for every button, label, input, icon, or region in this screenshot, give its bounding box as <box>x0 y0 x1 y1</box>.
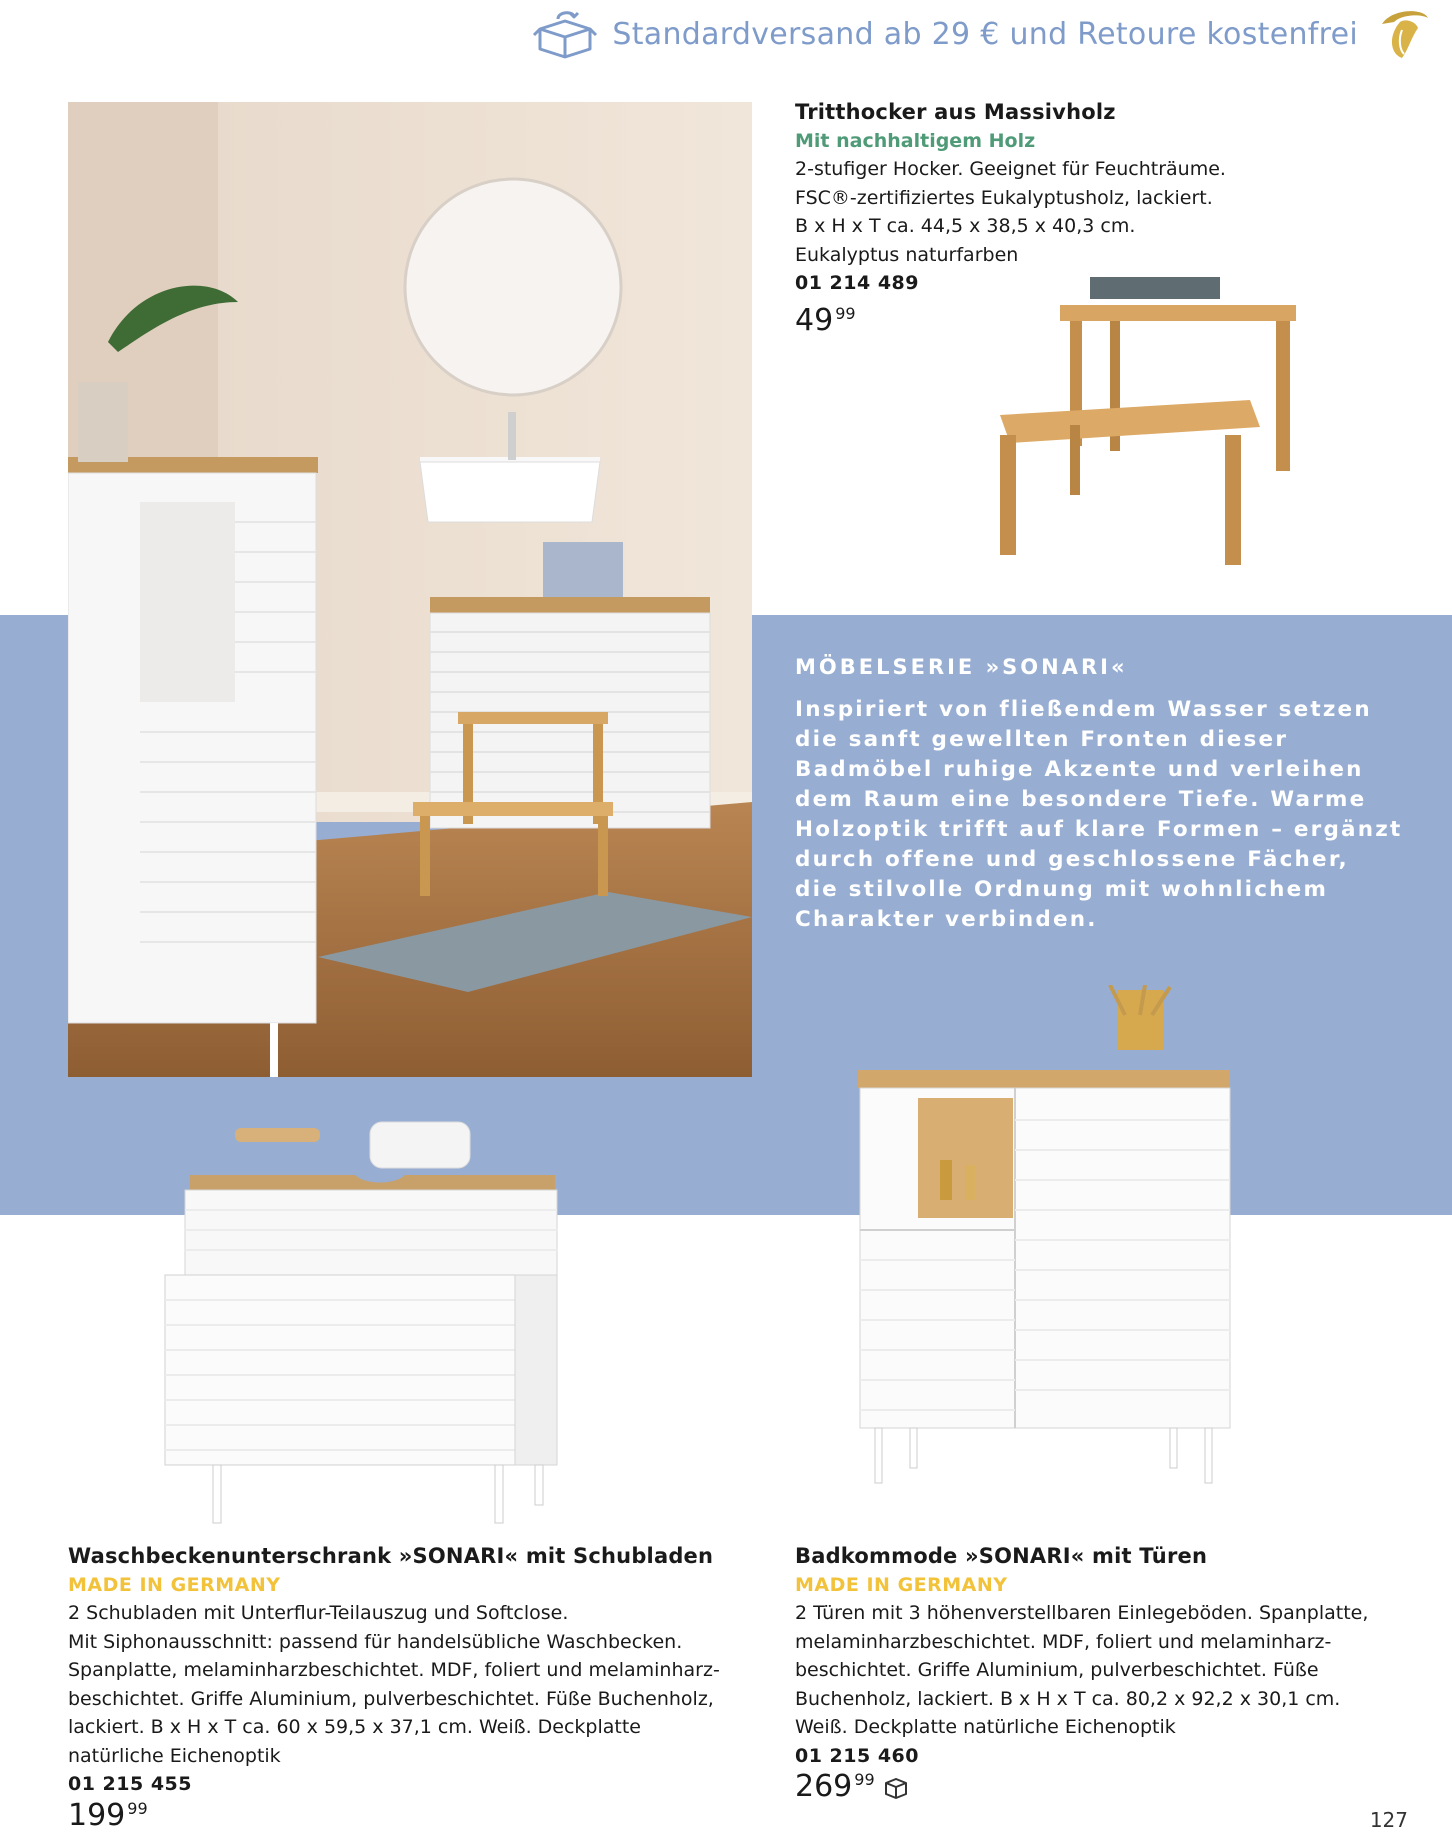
header-bar <box>532 6 1432 62</box>
price <box>795 304 1355 338</box>
product-desc-line: melaminharzbeschichtet. MDF, foliert und melaminharz- <box>795 1630 1332 1653</box>
product-desc-line: B x H x T ca. 44,5 x 38,5 x 40,3 cm. <box>795 215 1136 237</box>
sink-cabinet-product-info <box>68 1542 720 1833</box>
product-desc-line: lackiert. B x H x T ca. 60 x 59,5 x 37,1 cm. Weiß. Deckplatte <box>68 1716 641 1738</box>
commode-product-info <box>795 1542 1395 1804</box>
article-number: 01 214 489 <box>795 272 919 294</box>
sink-cabinet-image <box>155 1120 575 1530</box>
article-number: 01 215 460 <box>795 1744 919 1767</box>
price <box>795 1770 1395 1804</box>
product-subtitle: Mit nachhaltigem Holz <box>795 129 1036 152</box>
product-desc-line: FSC®-zertifiziertes Eukalyptusholz, lackiert. <box>795 186 1213 209</box>
series-description <box>795 655 1415 935</box>
bath-commode-image <box>840 985 1240 1515</box>
product-desc-line: Spanplatte, melaminharzbeschichtet. MDF, foliert und melaminharz- <box>68 1659 720 1681</box>
product-desc-line: Mit Siphonausschnitt: passend für handelsübliche Waschbecken. <box>68 1630 683 1653</box>
product-desc-line: 2-stufiger Hocker. Geeignet für Feuchträume. <box>795 158 1226 180</box>
price <box>68 1799 708 1833</box>
product-title: Tritthocker aus Massivholz <box>795 100 1116 124</box>
product-desc-line: 2 Schubladen mit Unterflur-Teilauszug und Softclose. <box>68 1602 569 1624</box>
series-title: MÖBELSERIE »SONARI« <box>795 655 1128 679</box>
article-number: 01 215 455 <box>68 1773 192 1795</box>
price-euro: 49 <box>795 302 834 338</box>
price-cents: 99 <box>854 1770 875 1789</box>
product-desc-line: beschichtet. Griffe Aluminium, pulverbeschichtet. Füße <box>795 1659 1319 1681</box>
product-desc-line: Buchenholz, lackiert. B x H x T ca. 80,2 x 92,2 x 30,1 cm. <box>795 1687 1341 1710</box>
bathroom-scene-photo <box>68 102 752 1077</box>
series-line: durch offene und geschlossene Fächer, <box>795 847 1349 872</box>
series-line: Inspiriert von fließendem Wasser setzen <box>795 697 1372 722</box>
product-desc-line: Weiß. Deckplatte natürliche Eichenoptik <box>795 1716 1176 1738</box>
price-euro: 269 <box>795 1769 853 1804</box>
product-desc-line: 2 Türen mit 3 höhenverstellbaren Einlegeböden. Spanplatte, <box>795 1602 1369 1624</box>
price-euro: 199 <box>68 1797 126 1833</box>
shipping-banner-text: Standardversand ab 29 € und Retoure kostenfrei <box>612 16 1358 52</box>
stool-product-info <box>795 98 1355 338</box>
series-line: Badmöbel ruhige Akzente und verleihen <box>795 757 1364 782</box>
box-return-icon <box>532 9 598 59</box>
product-subtitle: MADE IN GERMANY <box>68 1573 281 1596</box>
product-desc-line: natürliche Eichenoptik <box>68 1744 281 1767</box>
product-desc-line: beschichtet. Griffe Aluminium, pulverbeschichtet. Füße Buchenholz, <box>68 1687 714 1710</box>
series-line: die sanft gewellten Fronten dieser <box>795 727 1289 752</box>
product-subtitle: MADE IN GERMANY <box>795 1573 1008 1596</box>
series-line: dem Raum eine besondere Tiefe. Warme <box>795 787 1367 812</box>
page-number: 127 <box>1369 1808 1408 1832</box>
parcel-delivery-icon <box>883 1776 909 1800</box>
price-cents: 99 <box>127 1798 148 1818</box>
product-desc-line: Eukalyptus naturfarben <box>795 243 1019 266</box>
tchibo-bean-icon <box>1372 6 1432 62</box>
price-cents: 99 <box>835 303 856 323</box>
series-line: Charakter verbinden. <box>795 907 1098 932</box>
product-title: Waschbeckenunterschrank »SONARI« mit Schubladen <box>68 1544 714 1568</box>
product-title: Badkommode »SONARI« mit Türen <box>795 1544 1208 1568</box>
series-line: die stilvolle Ordnung mit wohnlichem <box>795 877 1329 902</box>
series-line: Holzoptik trifft auf klare Formen – ergänzt <box>795 817 1403 842</box>
